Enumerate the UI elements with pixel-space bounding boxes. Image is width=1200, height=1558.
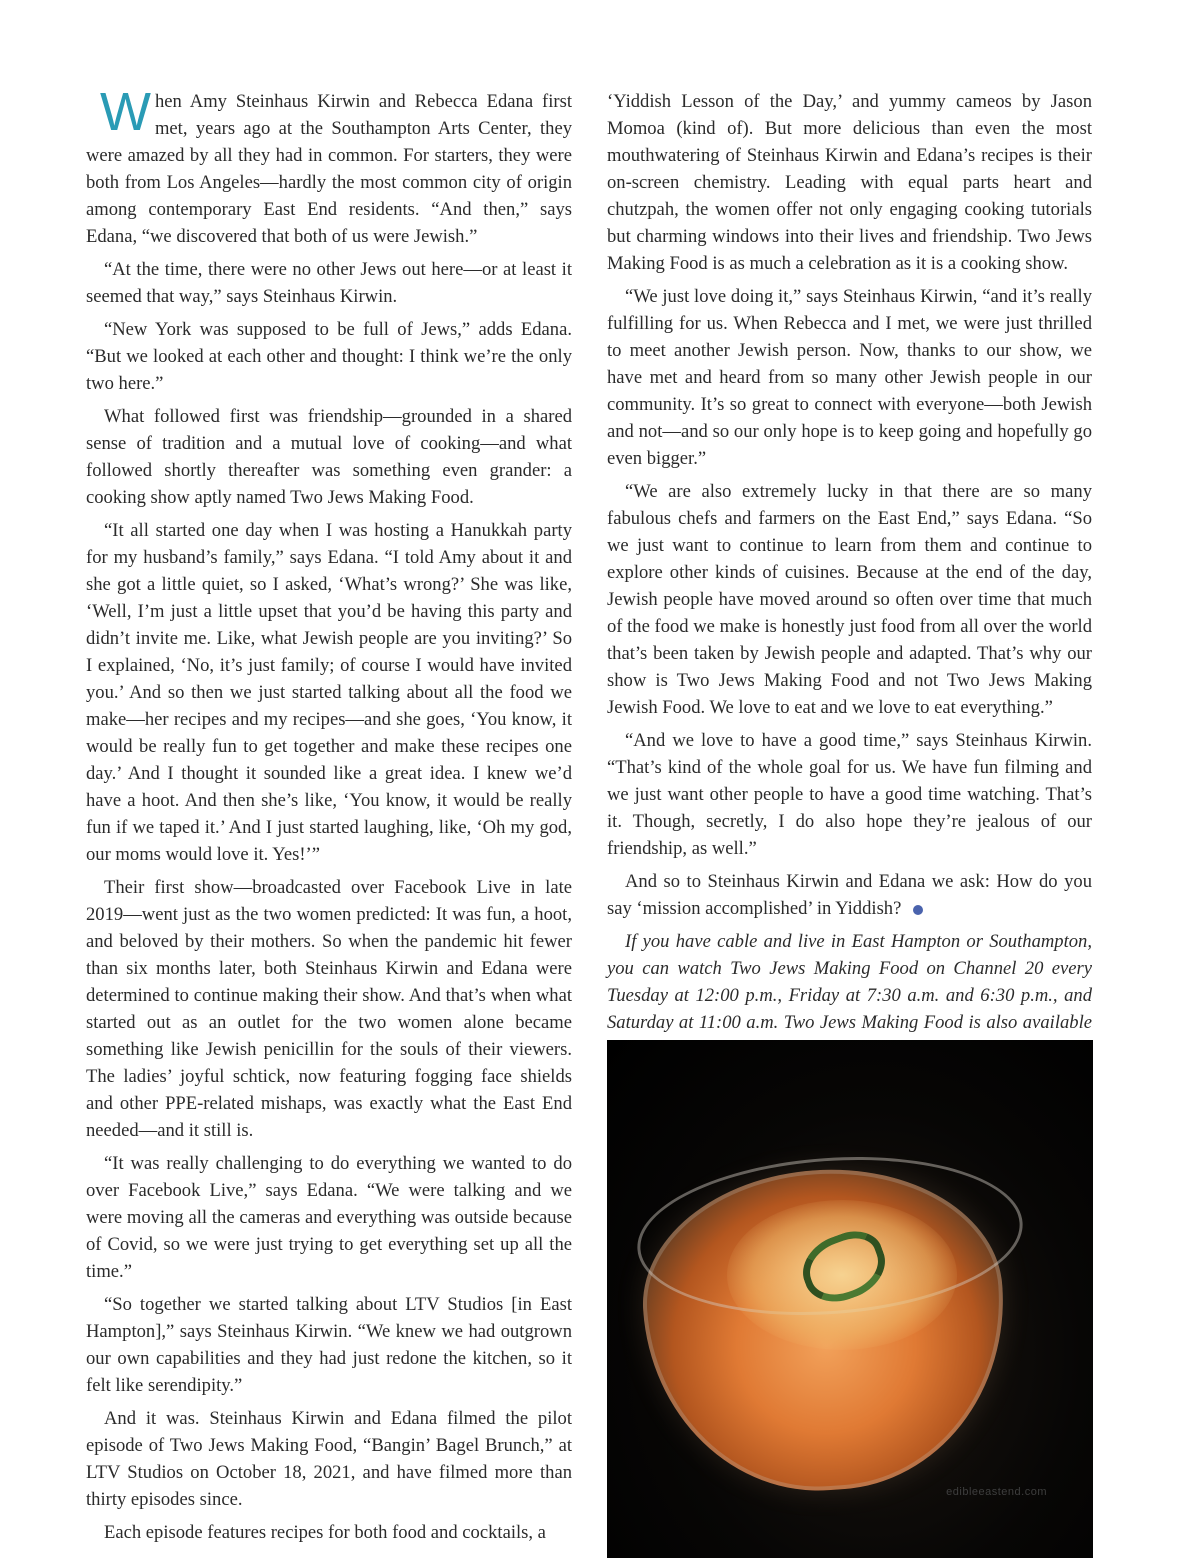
paragraph-9: And it was. Steinhaus Kirwin and Edana filmed the pilot episode of Two Jews Making Food, “Bangin’ Bagel Brunch,” at LTV Studios on October 18, 2021, and have filmed more than thirty episodes since.	[86, 1408, 572, 1510]
paragraph-14: “And we love to have a good time,” says Steinhaus Kirwin. “That’s kind of the whole goal for us. We have fun filming and we just want other people to have a good time watching. That’s it. Though, secretly, I do also hope they’re jealous of our friendship, as well.”	[607, 730, 1092, 859]
paragraph-13: “We are also extremely lucky in that there are so many fabulous chefs and farmers on the East End,” says Edana. “So we just want to continue to learn from them and continue to explore other kinds of cuisines. Because at the end of the day, Jewish people have moved around so often over time that much of the food we make is honestly just food from all over the world that’s been taken by Jewish people and adapted. That’s why our show is Two Jews Making Food and not Two Jews Making Jewish Food. We love to eat and we love to eat everything.”	[607, 481, 1092, 718]
paragraph-8: “So together we started talking about LTV Studios [in East Hampton],” says Steinhaus Kirwin. “We knew we had outgrown our own capabilities and they had just redone the kitchen, so it felt like serendipity.”	[86, 1294, 572, 1396]
viewing-note-text: If you have cable and live in East Hampton or Southampton, you can watch Two Jews Making Food on Channel 20 every Tuesday at 12:00 p.m., Friday at 7:30 a.m. and 6:30 p.m., and Saturday at 11:00 a.m. Two Jews Making Food is also available	[607, 931, 1092, 1033]
paragraph-5: “It all started one day when I was hosting a Hanukkah party for my husband’s family,” says Edana. “I told Amy about it and she got a little quiet, so I asked, ‘What’s wrong?’ She was like, ‘Well, I’m just a little upset that you’d be having this party and didn’t invite me. Like, what Jewish people are you inviting?’ So I explained, ‘No, it’s just family; of course I would have invited you.’ And so then we just started talking about all the food we make—her recipes and my recipes—and she goes, ‘You know, it would be really fun to get together and make these recipes one day.’ And I thought it sounded like a great idea. I knew we’d have a hoot. And then she’s like, ‘You know, it would be really fun if we taped it.’ And I just started laughing, like, ‘Oh my god, our moms would love it. Yes!’”	[86, 520, 572, 865]
drop-cap: W	[100, 82, 151, 142]
paragraph-10: Each episode features recipes for both food and cocktails, a	[104, 1522, 546, 1543]
paragraph-3: “New York was supposed to be full of Jews,” adds Edana. “But we looked at each other and thought: I think we’re the only two here.”	[86, 319, 572, 394]
paragraph-1	[86, 82, 572, 250]
paragraph-11: ‘Yiddish Lesson of the Day,’ and yummy cameos by Jason Momoa (kind of). But more delicious than even the most mouthwatering of Steinhaus Kirwin and Edana’s recipes is their on-screen chemistry. Leading with equal parts heart and chutzpah, the women offer not only engaging cooking tutorials but charming windows into their lives and friendship. Two Jews Making Food is as much a celebration as it is a cooking show.	[607, 91, 1092, 274]
paragraph-2: “At the time, there were no other Jews out here—or at least it seemed that way,” says Steinhaus Kirwin.	[86, 259, 572, 307]
paragraph-6: Their first show—broadcasted over Facebook Live in late 2019—went just as the two women predicted: It was fun, a hoot, and beloved by their mothers. So when the pandemic hit fewer than six months later, both Steinhaus Kirwin and Edana were determined to continue making their show. And that’s when what started out as an outlet for the two women alone became something like Jewish penicillin for the souls of their viewers. The ladies’ joyful schtick, now featuring fogging face shields and other PPE-related mishaps, was exactly what the East End needed—and it still is.	[86, 877, 572, 1141]
paragraph-4: What followed first was friendship—grounded in a shared sense of tradition and a mutual love of cooking—and what followed shortly thereafter was something even grander: a cooking show aptly named Two Jews Making Food.	[86, 406, 572, 508]
watermark: edibleeastend.com	[946, 1486, 1047, 1498]
mac-and-cheese-photo	[607, 1040, 1093, 1558]
paragraph-15	[607, 868, 1092, 922]
left-column	[86, 82, 572, 1552]
right-column	[607, 88, 1092, 1069]
paragraph-text: hen Amy Steinhaus Kirwin and Rebecca Edana first met, years ago at the Southampton Arts Center, they were amazed by all they had in common. For starters, they were both from Los Angeles—hardly the most common city of origin among contemporary East End residents. “And then,” says Edana, “we discovered that both of us were Jewish.”	[86, 91, 572, 247]
paragraph-12: “We just love doing it,” says Steinhaus Kirwin, “and it’s really fulfilling for us. When Rebecca and I met, we were just thrilled to meet another Jewish person. Now, thanks to our show, we have met and heard from so many other Jewish people in our community. It’s so great to connect with everyone—both Jewish and not—and so our only hope is to keep going and hopefully go even bigger.”	[607, 286, 1092, 469]
paragraph-7: “It was really challenging to do everything we wanted to do over Facebook Live,” says Edana. “We were talking and we were moving all the cameras and everything was outside because of Covid, so we were just trying to get everything set up all the time.”	[86, 1153, 572, 1282]
end-mark-dot-icon	[913, 905, 923, 915]
closing-text: And so to Steinhaus Kirwin and Edana we ask: How do you say ‘mission accomplished’ in Yiddish?	[607, 871, 1092, 919]
